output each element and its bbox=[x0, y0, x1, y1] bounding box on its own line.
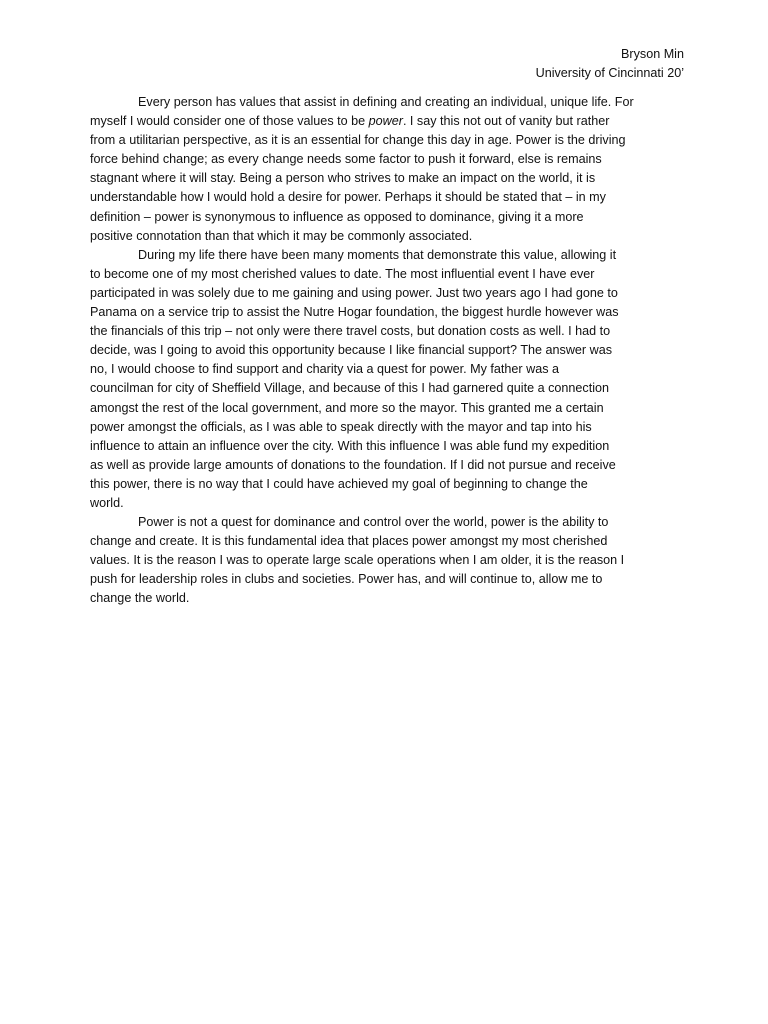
paragraph-1-text-start: Every person has values that assist in defining and creating an individual, unique life. For myself I would consider one of those values to be bbox=[90, 95, 634, 129]
author-name: Bryson Min bbox=[621, 47, 684, 61]
essay-body bbox=[90, 93, 682, 609]
paragraph-1-text-end: . I say this not out of vanity but rather from a utilitarian perspective, as it is an essential for change this day in age. Power is the driving force behind change; as every change needs some factor to push it forward, else is remains stagnant where it will stay. Being a person who strives to make an impact on the world, it is understandable how I would hold a desire for power. Perhaps it should be stated that – in my definition – power is synonymous to influence as opposed to dominance, giving it a more positive connotation than that which it may be commonly associated. bbox=[90, 114, 626, 243]
document-header bbox=[536, 45, 684, 83]
essay-paragraph-2: During my life there have been many moments that demonstrate this value, allowing it to become one of my most cherished values to date. The most influential event I have ever participated in was solely due to me gaining and using power. Just two years ago I had gone to Panama on a service trip to assist the Nutre Hogar foundation, the biggest hurdle however was the financials of this trip – not only were there travel costs, but donation costs as well. I had to decide, was I going to avoid this opportunity because I like financial support? The answer was no, I would choose to find support and charity via a quest for power. My father was a councilman for city of Sheffield Village, and because of this I had garnered quite a connection amongst the rest of the local government, and more so the mayor. This granted me a certain power amongst the officials, as I was able to speak directly with the mayor and tap into his influence to attain an influence over the city. With this influence I was able fund my expedition as well as provide large amounts of donations to the foundation. If I did not pursue and receive this power, there is no way that I could have achieved my goal of beginning to change the world. bbox=[90, 247, 619, 510]
essay-paragraph-1 bbox=[90, 93, 682, 246]
emphasized-word: power bbox=[368, 114, 403, 129]
author-affiliation: University of Cincinnati 20’ bbox=[535, 66, 684, 80]
essay-paragraph-3: Power is not a quest for dominance and control over the world, power is the ability to change and create. It is this fundamental idea that places power amongst my most cherished values. It is the reason I was to operate large scale operations when I am older, it is the reason I push for leadership roles in clubs and societies. Power has, and will continue to, allow me to change the world. bbox=[90, 515, 625, 606]
